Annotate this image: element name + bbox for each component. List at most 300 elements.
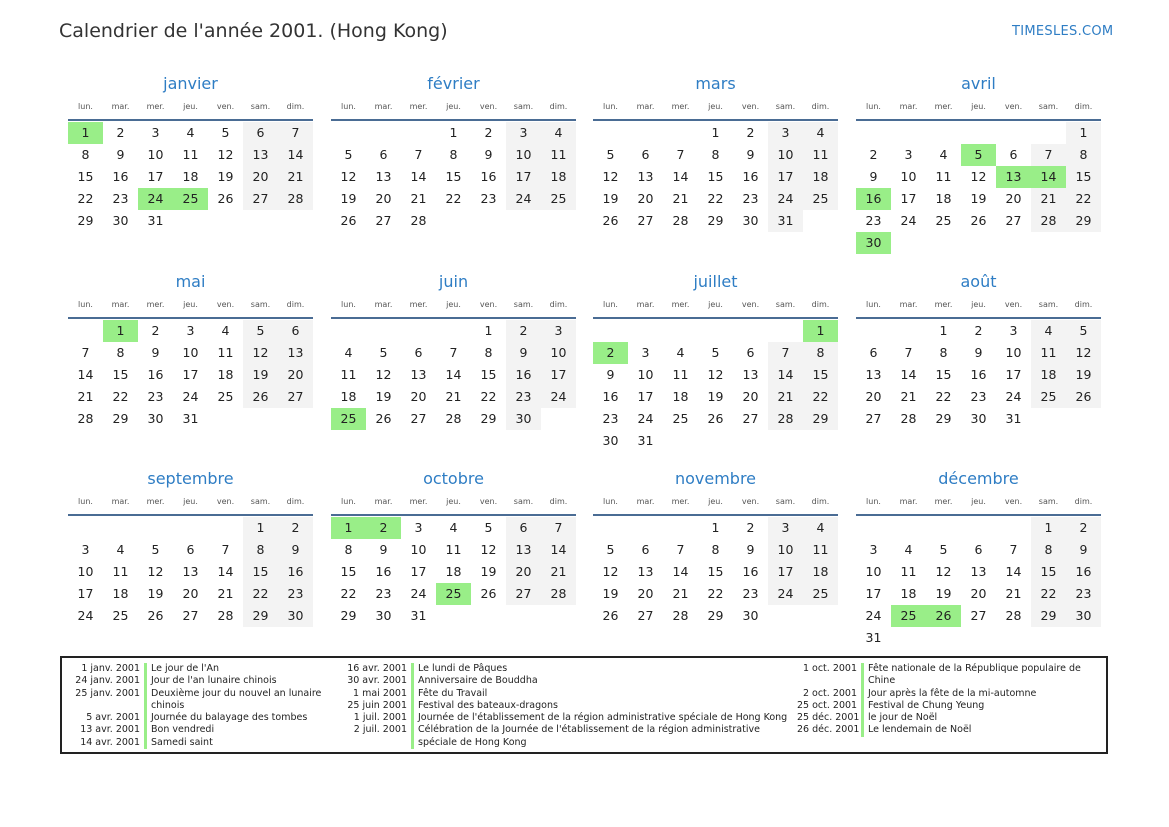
day-cell: 15 [243, 561, 278, 583]
day-cell: 17 [77, 586, 94, 601]
day-cell: 15 [340, 564, 357, 579]
day-cell: 17 [637, 389, 654, 404]
day-grid [856, 320, 1101, 430]
weekday-label: jeu. [971, 497, 986, 506]
weekday-label: mar. [111, 300, 130, 309]
holiday-date: 1 mai 2001 [353, 687, 407, 699]
day-cell: 11 [803, 144, 838, 166]
day-cell: 3 [541, 320, 576, 342]
day-cell: 1 [243, 517, 278, 539]
day-cell: 28 [768, 408, 803, 430]
day-cell: 25 [672, 411, 689, 426]
day-cell: 12 [147, 564, 164, 579]
day-cell: 7 [676, 542, 685, 557]
day-cell: 4 [541, 122, 576, 144]
day-cell: 3 [81, 542, 90, 557]
weekday-label: lun. [866, 300, 881, 309]
day-cell: 20 [506, 561, 541, 583]
day-cell: 10 [637, 367, 654, 382]
day-cell: 2 [746, 125, 755, 140]
month-2 [593, 73, 838, 232]
weekday-label: mar. [636, 497, 655, 506]
day-cell: 22 [803, 386, 838, 408]
day-cell: 21 [278, 166, 313, 188]
empty-cell [68, 517, 103, 539]
weekday-label: sam. [1038, 497, 1059, 506]
day-cell: 12 [375, 367, 392, 382]
day-cell: 7 [1009, 542, 1018, 557]
day-cell: 10 [77, 564, 94, 579]
weekday-header [593, 299, 838, 315]
day-cell: 28 [77, 411, 94, 426]
month-name: mars [695, 74, 736, 93]
day-cell: 15 [707, 169, 724, 184]
weekday-label: ven. [741, 102, 760, 111]
day-cell: 21 [541, 561, 576, 583]
day-cell: 24 [541, 386, 576, 408]
weekday-header [331, 299, 576, 315]
day-cell: 11 [900, 564, 917, 579]
day-cell: 3 [414, 520, 423, 535]
day-cell: 1 [711, 520, 720, 535]
month-name: juin [438, 272, 469, 291]
day-cell: 6 [641, 542, 650, 557]
day-cell: 8 [116, 345, 125, 360]
day-cell: 6 [278, 320, 313, 342]
day-cell: 12 [480, 542, 497, 557]
weekday-header [856, 299, 1101, 315]
month-6 [593, 271, 838, 452]
weekday-label: ven. [1004, 300, 1023, 309]
day-cell: 26 [147, 608, 164, 623]
day-cell: 31 [182, 411, 199, 426]
day-cell: 16 [506, 364, 541, 386]
day-cell: 11 [182, 147, 199, 162]
holiday-day-cell: 25 [891, 605, 926, 627]
day-cell: 17 [506, 166, 541, 188]
day-cell: 3 [641, 345, 650, 360]
holiday-day-cell: 25 [173, 188, 208, 210]
weekday-label: sam. [250, 497, 271, 506]
day-cell: 28 [410, 213, 427, 228]
day-cell: 13 [410, 367, 427, 382]
legend-row [70, 688, 356, 713]
weekday-label: ven. [741, 497, 760, 506]
weekday-label: dim. [811, 300, 830, 309]
weekday-label: mer. [671, 497, 690, 506]
weekday-label: mer. [671, 102, 690, 111]
day-cell: 4 [904, 542, 913, 557]
weekday-label: jeu. [971, 300, 986, 309]
legend-row [70, 663, 356, 675]
day-cell: 15 [803, 364, 838, 386]
month-10 [593, 468, 838, 627]
day-cell: 21 [217, 586, 234, 601]
month-name: août [960, 272, 997, 291]
day-cell: 8 [803, 342, 838, 364]
day-cell: 12 [243, 342, 278, 364]
day-cell: 30 [742, 213, 759, 228]
day-cell: 9 [151, 345, 160, 360]
day-cell: 26 [707, 411, 724, 426]
day-cell: 3 [151, 125, 160, 140]
day-grid [331, 122, 576, 232]
holiday-name: Fête nationale de la République populaire de Chine [861, 663, 1103, 688]
day-cell: 17 [410, 564, 427, 579]
day-cell: 18 [112, 586, 129, 601]
weekday-label: mer. [409, 497, 428, 506]
day-cell: 4 [344, 345, 353, 360]
weekday-label: mar. [374, 300, 393, 309]
header-rule [856, 317, 1101, 319]
weekday-label: jeu. [183, 497, 198, 506]
day-cell: 18 [445, 564, 462, 579]
legend-row [70, 712, 356, 724]
day-cell: 10 [865, 564, 882, 579]
day-cell: 16 [375, 564, 392, 579]
day-cell: 12 [970, 169, 987, 184]
weekday-label: mar. [636, 300, 655, 309]
weekday-label: sam. [1038, 300, 1059, 309]
weekday-label: mer. [934, 102, 953, 111]
empty-cell [891, 122, 926, 144]
legend-row [797, 724, 1103, 736]
day-cell: 29 [112, 411, 129, 426]
day-cell: 7 [541, 517, 576, 539]
day-cell: 23 [278, 583, 313, 605]
day-cell: 26 [243, 386, 278, 408]
day-cell: 18 [1031, 364, 1066, 386]
weekday-label: sam. [775, 497, 796, 506]
day-cell: 25 [935, 213, 952, 228]
day-cell: 28 [672, 213, 689, 228]
holiday-name: Journée de l'établissement de la région administrative spéciale de Hong Kong [411, 712, 798, 724]
holiday-day-cell: 24 [138, 188, 173, 210]
day-cell: 22 [935, 389, 952, 404]
day-cell: 1 [1031, 517, 1066, 539]
holiday-day-cell: 25 [331, 408, 366, 430]
day-cell: 17 [147, 169, 164, 184]
day-cell: 31 [865, 630, 882, 645]
day-cell: 4 [1031, 320, 1066, 342]
day-cell: 16 [742, 564, 759, 579]
holiday-name: Le jour de l'An [144, 663, 356, 675]
holiday-date: 25 janv. 2001 [75, 687, 140, 699]
day-cell: 17 [865, 586, 882, 601]
empty-cell [926, 122, 961, 144]
holiday-date: 25 déc. 2001 [797, 712, 860, 724]
weekday-label: ven. [479, 102, 498, 111]
weekday-label: jeu. [708, 497, 723, 506]
day-cell: 24 [410, 586, 427, 601]
day-cell: 28 [1031, 210, 1066, 232]
day-cell: 6 [186, 542, 195, 557]
month-name: janvier [163, 74, 218, 93]
weekday-label: jeu. [446, 497, 461, 506]
day-cell: 28 [900, 411, 917, 426]
day-cell: 7 [414, 147, 423, 162]
empty-cell [628, 320, 663, 342]
empty-cell [436, 320, 471, 342]
weekday-label: mer. [934, 497, 953, 506]
holiday-date: 1 juil. 2001 [353, 712, 407, 724]
day-cell: 9 [506, 342, 541, 364]
day-cell: 22 [243, 583, 278, 605]
empty-cell [996, 517, 1031, 539]
day-cell: 11 [112, 564, 129, 579]
day-cell: 31 [768, 210, 803, 232]
holiday-day-cell: 30 [856, 232, 891, 254]
day-cell: 20 [182, 586, 199, 601]
day-cell: 3 [1009, 323, 1018, 338]
day-cell: 19 [147, 586, 164, 601]
empty-cell [891, 320, 926, 342]
day-cell: 23 [1066, 583, 1101, 605]
holiday-day-cell: 2 [593, 342, 628, 364]
day-cell: 4 [803, 122, 838, 144]
day-cell: 30 [147, 411, 164, 426]
day-cell: 24 [506, 188, 541, 210]
day-cell: 25 [541, 188, 576, 210]
weekday-label: ven. [216, 300, 235, 309]
day-cell: 11 [340, 367, 357, 382]
day-cell: 10 [506, 144, 541, 166]
day-cell: 10 [182, 345, 199, 360]
day-grid [331, 320, 576, 430]
empty-cell [401, 122, 436, 144]
weekday-label: dim. [286, 102, 305, 111]
holiday-day-cell: 16 [856, 188, 891, 210]
day-cell: 21 [1031, 188, 1066, 210]
holiday-day-cell: 5 [961, 144, 996, 166]
day-cell: 5 [606, 147, 615, 162]
day-cell: 14 [217, 564, 234, 579]
day-grid [593, 122, 838, 232]
legend-row [797, 700, 1103, 712]
weekday-label: ven. [1004, 497, 1023, 506]
empty-cell [103, 517, 138, 539]
holiday-day-cell: 25 [436, 583, 471, 605]
day-grid [68, 320, 313, 430]
day-cell: 9 [116, 147, 125, 162]
day-cell: 14 [768, 364, 803, 386]
day-cell: 6 [746, 345, 755, 360]
empty-cell [138, 517, 173, 539]
day-cell: 19 [1066, 364, 1101, 386]
day-cell: 28 [217, 608, 234, 623]
day-cell: 21 [672, 191, 689, 206]
day-cell: 28 [541, 583, 576, 605]
weekday-header [856, 101, 1101, 117]
empty-cell [628, 517, 663, 539]
day-cell: 3 [768, 517, 803, 539]
header-rule [68, 119, 313, 121]
weekday-header [68, 496, 313, 512]
weekday-label: lun. [78, 102, 93, 111]
holiday-name: Anniversaire de Bouddha [411, 675, 798, 687]
day-cell: 5 [711, 345, 720, 360]
day-cell: 4 [449, 520, 458, 535]
month-name: septembre [147, 469, 234, 488]
weekday-label: jeu. [446, 102, 461, 111]
holiday-name: le jour de Noël [861, 712, 1103, 724]
day-cell: 12 [217, 147, 234, 162]
day-cell: 19 [217, 169, 234, 184]
day-cell: 26 [970, 213, 987, 228]
day-cell: 3 [869, 542, 878, 557]
day-cell: 14 [445, 367, 462, 382]
day-cell: 8 [344, 542, 353, 557]
day-cell: 17 [541, 364, 576, 386]
day-cell: 1 [1066, 122, 1101, 144]
holiday-date: 1 oct. 2001 [802, 663, 857, 674]
day-cell: 12 [1066, 342, 1101, 364]
month-8 [68, 468, 313, 627]
holiday-date: 30 avr. 2001 [347, 675, 407, 687]
holiday-name: Samedi saint [144, 737, 356, 749]
day-cell: 8 [449, 147, 458, 162]
day-cell: 3 [904, 147, 913, 162]
day-cell: 26 [602, 213, 619, 228]
day-cell: 18 [182, 169, 199, 184]
brand-link[interactable]: TIMESLES.COM [1012, 24, 1114, 39]
day-cell: 18 [340, 389, 357, 404]
weekday-label: jeu. [708, 102, 723, 111]
day-cell: 3 [768, 122, 803, 144]
day-cell: 30 [742, 608, 759, 623]
month-name: février [427, 74, 480, 93]
holiday-name: Bon vendredi [144, 724, 356, 736]
empty-cell [768, 320, 803, 342]
day-cell: 5 [1066, 320, 1101, 342]
day-cell: 22 [112, 389, 129, 404]
day-cell: 6 [869, 345, 878, 360]
header-rule [331, 317, 576, 319]
holiday-name: Jour après la fête de la mi-automne [861, 688, 1103, 700]
day-cell: 7 [221, 542, 230, 557]
header-rule [331, 119, 576, 121]
day-cell: 31 [637, 433, 654, 448]
weekday-label: sam. [250, 300, 271, 309]
day-cell: 27 [970, 608, 987, 623]
holiday-date: 1 janv. 2001 [81, 663, 140, 674]
weekday-label: dim. [1074, 300, 1093, 309]
holiday-date: 25 oct. 2001 [797, 699, 858, 711]
legend-column [70, 663, 356, 749]
day-cell: 13 [637, 169, 654, 184]
day-cell: 16 [970, 367, 987, 382]
month-3 [856, 73, 1101, 254]
day-cell: 13 [375, 169, 392, 184]
weekday-label: dim. [549, 300, 568, 309]
day-cell: 7 [768, 342, 803, 364]
weekday-label: mar. [899, 497, 918, 506]
day-cell: 31 [1005, 411, 1022, 426]
day-cell: 23 [742, 586, 759, 601]
month-name: novembre [674, 469, 757, 488]
day-cell: 9 [746, 542, 755, 557]
day-cell: 2 [1066, 517, 1101, 539]
day-cell: 19 [375, 389, 392, 404]
weekday-label: lun. [866, 102, 881, 111]
empty-cell [208, 517, 243, 539]
holiday-date: 2 oct. 2001 [802, 687, 857, 699]
day-cell: 29 [1031, 605, 1066, 627]
day-cell: 1 [484, 323, 493, 338]
day-cell: 30 [278, 605, 313, 627]
day-cell: 8 [1031, 539, 1066, 561]
weekday-label: sam. [250, 102, 271, 111]
day-cell: 6 [1009, 147, 1018, 162]
legend-row [797, 688, 1103, 700]
empty-cell [663, 320, 698, 342]
header-rule [856, 119, 1101, 121]
day-cell: 2 [506, 320, 541, 342]
empty-cell [331, 320, 366, 342]
day-cell: 29 [480, 411, 497, 426]
weekday-label: ven. [216, 497, 235, 506]
day-cell: 9 [484, 147, 493, 162]
day-cell: 8 [484, 345, 493, 360]
header-rule [593, 317, 838, 319]
day-cell: 20 [637, 191, 654, 206]
day-cell: 22 [445, 191, 462, 206]
weekday-label: lun. [78, 300, 93, 309]
day-cell: 27 [742, 411, 759, 426]
weekday-label: mar. [636, 102, 655, 111]
weekday-label: dim. [811, 102, 830, 111]
weekday-label: lun. [603, 300, 618, 309]
day-cell: 22 [340, 586, 357, 601]
day-cell: 26 [480, 586, 497, 601]
day-cell: 24 [865, 608, 882, 623]
holiday-name: Célébration de la Journée de l'établissement de la région administrative spéciale de Hong Kong [411, 724, 798, 749]
day-cell: 28 [1005, 608, 1022, 623]
day-cell: 26 [602, 608, 619, 623]
day-cell: 11 [445, 542, 462, 557]
day-cell: 4 [676, 345, 685, 360]
empty-cell [173, 517, 208, 539]
holiday-name: Le lendemain de Noël [861, 724, 1103, 736]
day-cell: 24 [182, 389, 199, 404]
day-cell: 22 [707, 191, 724, 206]
day-cell: 19 [707, 389, 724, 404]
day-cell: 11 [935, 169, 952, 184]
day-cell: 15 [112, 367, 129, 382]
month-1 [331, 73, 576, 232]
day-cell: 19 [243, 364, 278, 386]
day-grid [856, 122, 1101, 254]
header-rule [68, 514, 313, 516]
day-cell: 23 [112, 191, 129, 206]
day-cell: 23 [375, 586, 392, 601]
day-cell: 24 [768, 188, 803, 210]
day-cell: 18 [935, 191, 952, 206]
holiday-date: 16 avr. 2001 [347, 663, 407, 674]
day-cell: 14 [77, 367, 94, 382]
weekday-label: mer. [146, 300, 165, 309]
weekday-label: dim. [286, 300, 305, 309]
holiday-name: Festival des bateaux-dragons [411, 700, 798, 712]
day-cell: 8 [711, 147, 720, 162]
header-rule [331, 514, 576, 516]
day-cell: 7 [81, 345, 90, 360]
holiday-legend [60, 656, 1108, 754]
weekday-label: mar. [899, 300, 918, 309]
day-cell: 18 [541, 166, 576, 188]
day-cell: 26 [1066, 386, 1101, 408]
weekday-label: mer. [409, 300, 428, 309]
